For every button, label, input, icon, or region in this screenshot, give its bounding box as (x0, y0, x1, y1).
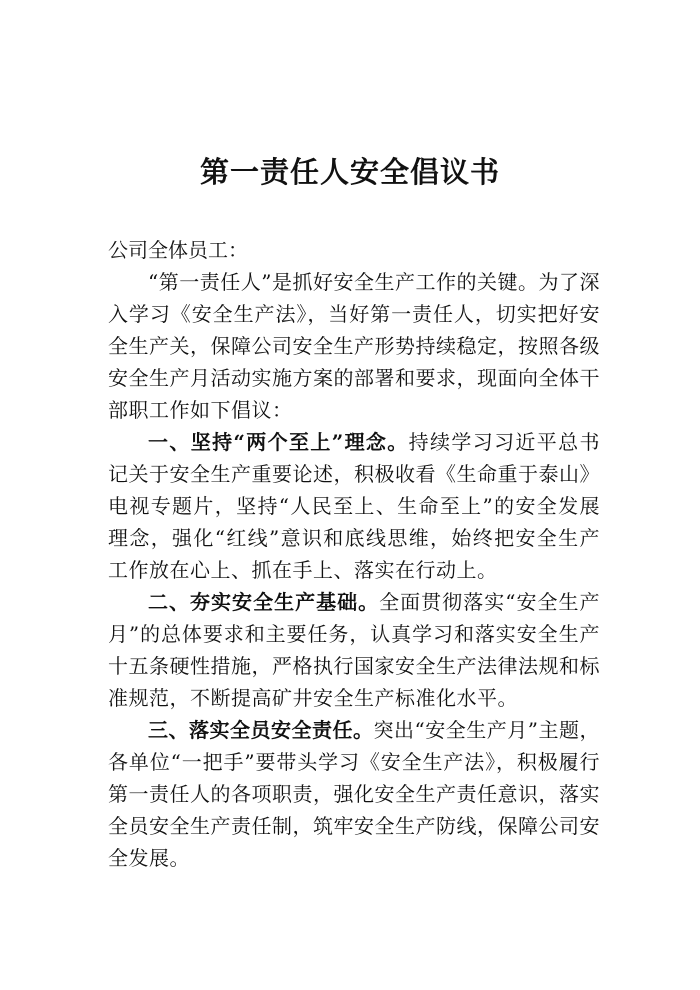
section-2-heading: 二、夯实安全生产基础。 (148, 590, 380, 614)
salutation: 公司全体员工： (108, 238, 248, 262)
section-1-heading: 一、坚持“两个至上”理念。 (148, 430, 409, 454)
section-1 (108, 426, 600, 586)
intro-paragraph: “第一责任人”是抓好安全生产工作的关键。为了深入学习《安全生产法》，当好第一责任人，切实把好安全生产关，保障公司安全生产形势持续稳定，按照各级安全生产月活动实施方案的部署和要求，现面向全体干部职工作如下倡议： (108, 270, 600, 422)
section-3 (108, 714, 600, 874)
section-2 (108, 586, 600, 714)
section-3-body: 突出“安全生产月”主题，各单位“一把手”要带头学习《安全生产法》，积极履行第一责任人的各项职责，强化安全生产责任意识，落实全员安全生产责任制，筑牢安全生产防线，保障公司安全发展。 (108, 718, 601, 870)
document-title: 第一责任人安全倡议书 (199, 155, 500, 189)
section-3-heading: 三、落实全员安全责任。 (148, 718, 374, 742)
document-body (108, 234, 600, 874)
section-1-body: 持续学习习近平总书记关于安全生产重要论述，积极收看《生命重于泰山》电视专题片，坚持“人民至上、生命至上”的安全发展理念，强化“红线”意识和底线思维，始终把安全生产工作放在心上、抓在手上、落实在行动上。 (108, 430, 600, 582)
section-2-body: 全面贯彻落实“安全生产月”的总体要求和主要任务，认真学习和落实安全生产十五条硬性措施，严格执行国家安全生产法律法规和标准规范，不断提高矿井安全生产标准化水平。 (108, 590, 600, 710)
